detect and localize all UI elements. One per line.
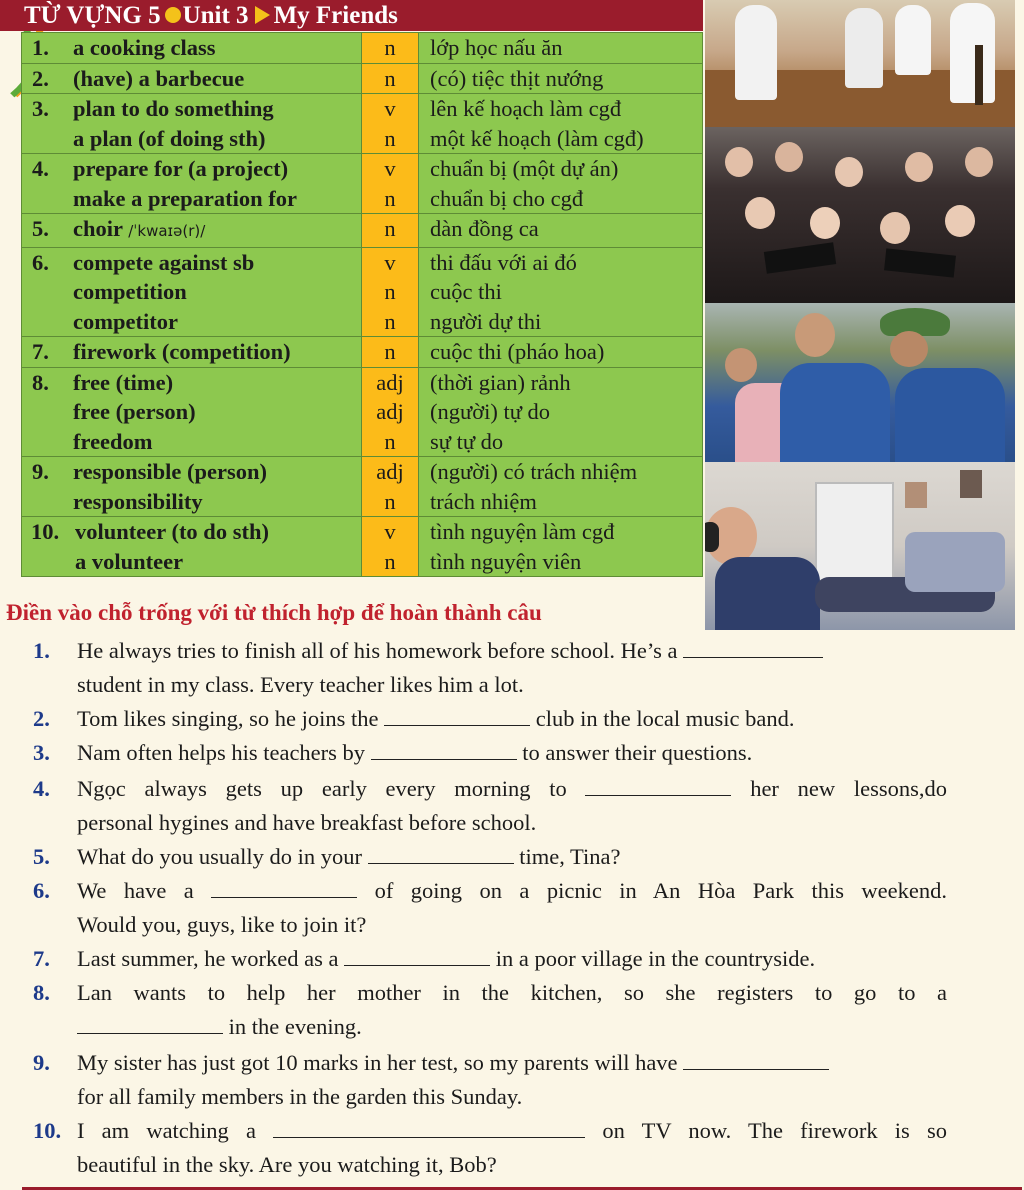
vocab-number — [22, 307, 73, 337]
vocab-term-text: prepare for (a project) — [73, 156, 289, 181]
exercise-line — [77, 1114, 947, 1148]
vocab-row — [22, 367, 703, 457]
exercise-instructions: Điền vào chỗ trống với từ thích hợp để hoàn thành câu — [6, 600, 542, 625]
vocab-pos: n — [384, 185, 396, 211]
exercise-number: 5. — [33, 844, 50, 869]
exercise-number: 1. — [33, 638, 50, 663]
exercise-number: 8. — [33, 980, 50, 1005]
vocab-english-line — [22, 487, 361, 517]
vocab-row — [22, 214, 703, 248]
vocab-row — [22, 33, 703, 64]
vocab-meaning: (người) có trách nhiệm — [430, 459, 638, 484]
vocab-number: 6. — [32, 249, 49, 275]
title-bar — [0, 0, 703, 31]
exercise-item — [33, 702, 947, 736]
vocab-english-cell — [22, 63, 362, 94]
vocab-vietnamese-cell — [419, 214, 703, 248]
vocab-pos: adj — [376, 369, 404, 395]
vocab-pos: n — [384, 216, 396, 241]
exercise-number-cell — [33, 634, 77, 668]
vocab-number — [22, 547, 75, 577]
vocab-english-cell — [22, 247, 362, 337]
vocab-term — [73, 277, 361, 307]
vocab-english-line — [22, 154, 361, 184]
exercise-number-cell — [33, 772, 77, 806]
exercise-sentence-part: Last summer, he worked as a — [77, 946, 345, 971]
exercise-line — [77, 772, 947, 806]
vocab-english-cell — [22, 33, 362, 64]
vocab-pos-cell — [362, 247, 419, 337]
exercise-sentence-part: Would you, guys, like to join it? — [77, 912, 367, 937]
vocab-english-line — [22, 337, 361, 367]
exercise-line — [77, 736, 947, 770]
exercise-sentence-part: her new lessons,do — [731, 776, 947, 801]
vocab-term — [73, 368, 361, 398]
exercise-text — [77, 772, 947, 840]
exercise-sentence-part: of going on a picnic in An Hòa Park this weekend. — [357, 878, 947, 903]
vocab-number — [22, 427, 73, 457]
vocab-pos: n — [384, 65, 396, 91]
boy-with-headphones-photo — [705, 462, 1015, 630]
exercise-text — [77, 874, 947, 942]
vocab-english-line — [22, 307, 361, 337]
exercise-number-cell — [33, 736, 77, 770]
vocab-english-cell — [22, 214, 362, 248]
vocab-term — [73, 457, 361, 487]
vocab-number: 3. — [32, 96, 49, 121]
exercise-text — [77, 976, 947, 1046]
exercise-number: 4. — [33, 776, 50, 801]
exercise-line — [77, 942, 947, 976]
vocab-number: 8. — [32, 369, 49, 395]
vocab-meaning: người dự thi — [430, 308, 542, 334]
exercise-sentence-part: Tom likes singing, so he joins the — [77, 706, 385, 731]
vocab-pos: v — [384, 249, 396, 275]
vocab-english-line — [22, 547, 361, 577]
exercise-item — [33, 772, 947, 840]
vocab-pos: v — [384, 96, 396, 121]
exercise-line — [77, 806, 947, 840]
exercise-sentence-part: personal hygines and have breakfast before school. — [77, 810, 537, 835]
vocab-term — [75, 517, 361, 547]
vocab-english-line — [22, 248, 361, 278]
vocab-meaning: tình nguyện làm cgđ — [430, 519, 615, 544]
vocab-term-text: firework (competition) — [73, 339, 291, 364]
vocab-vietnamese-cell — [419, 33, 703, 64]
vocab-meaning: lên kế hoạch làm cgđ — [430, 96, 622, 121]
vocab-term-text: plan to do something — [73, 96, 274, 121]
vocab-vietnamese-cell — [419, 457, 703, 517]
vocab-english-cell — [22, 337, 362, 368]
exercise-item — [33, 942, 947, 976]
vocab-pos-cell — [362, 457, 419, 517]
exercise-number-cell — [33, 1046, 77, 1080]
vocab-number: 10. — [31, 519, 60, 544]
vocab-english-line — [22, 277, 361, 307]
vocab-pos: v — [384, 519, 396, 544]
vocab-english-line — [22, 517, 361, 547]
answer-blank[interactable] — [368, 843, 514, 864]
exercise-number: 2. — [33, 706, 50, 731]
exercise-line — [77, 1010, 947, 1044]
vocab-term — [75, 547, 361, 577]
exercise-item — [33, 634, 947, 702]
vocab-term — [73, 33, 361, 63]
vocab-number: 5. — [32, 216, 49, 241]
vocab-term-text: make a preparation for — [73, 185, 297, 211]
vocab-term — [73, 94, 361, 124]
vocab-pos: n — [384, 339, 396, 364]
vocab-term — [73, 248, 361, 278]
vocab-row — [22, 63, 703, 94]
vocab-row — [22, 247, 703, 337]
exercise-sentence-part: for all family members in the garden this Sunday. — [77, 1084, 523, 1109]
vocab-term-text: responsibility — [73, 488, 203, 514]
exercise-item — [33, 840, 947, 874]
exercise-text — [77, 634, 947, 702]
vocab-term-text: freedom — [73, 428, 153, 454]
vocab-vietnamese-cell — [419, 154, 703, 214]
exercise-item — [33, 1114, 947, 1182]
exercise-sentence-part: Ngọc always gets up early every morning to — [77, 776, 586, 801]
vocab-meaning: dàn đồng ca — [430, 216, 539, 241]
vocab-meaning: (người) tự do — [430, 399, 551, 424]
vocab-number — [22, 277, 73, 307]
vocab-term — [73, 427, 361, 457]
vocab-pos-cell — [362, 154, 419, 214]
exercise-line — [77, 1148, 947, 1182]
vocab-term-text: (have) a barbecue — [73, 65, 245, 91]
vocab-english-cell — [22, 154, 362, 214]
vocab-term — [73, 214, 361, 247]
vocab-english-line — [22, 368, 361, 398]
vocab-pos-cell — [362, 214, 419, 248]
vocab-meaning: (thời gian) rảnh — [430, 369, 571, 395]
vocab-pos: n — [384, 279, 396, 304]
vocab-vietnamese-cell — [419, 517, 703, 577]
vocab-english-line — [22, 184, 361, 214]
exercise-item — [33, 874, 947, 942]
vocab-number: 1. — [32, 35, 49, 60]
vocab-pos-cell — [362, 367, 419, 457]
vocab-term-text: a cooking class — [73, 35, 216, 60]
vocab-pos: adj — [376, 399, 404, 424]
answer-blank[interactable] — [384, 705, 530, 726]
vocab-meaning: thi đấu với ai đó — [430, 249, 577, 275]
vocab-term — [73, 397, 361, 427]
vocab-row — [22, 337, 703, 368]
exercise-number-cell — [33, 840, 77, 874]
exercise-sentence-part: in the evening. — [223, 1014, 362, 1039]
vocab-pos: n — [384, 308, 396, 334]
exercise-sentence-part: What do you usually do in your — [77, 844, 368, 869]
vocab-term-text: free (time) — [73, 369, 174, 395]
vocab-pos: n — [384, 488, 396, 514]
vocab-meaning: một kế hoạch (làm cgđ) — [430, 125, 644, 151]
title-unit: Unit 3 — [182, 2, 249, 29]
exercise-sentence-part: to answer their questions. — [516, 740, 753, 765]
title-vocab: TỪ VỰNG 5 — [24, 2, 161, 29]
exercise-line — [77, 668, 947, 702]
exercise-text — [77, 702, 947, 736]
vocab-ipa: /ˈkwaɪə(r)/ — [128, 222, 206, 240]
exercise-item — [33, 1046, 947, 1114]
exercise-line — [77, 634, 947, 668]
vocab-number: 9. — [32, 459, 49, 484]
answer-blank[interactable] — [683, 637, 823, 658]
exercise-sentence-part: club in the local music band. — [530, 706, 795, 731]
vocab-row — [22, 154, 703, 214]
vocab-meaning: cuộc thi — [430, 279, 502, 304]
exercise-item — [33, 736, 947, 772]
vocab-meaning: (có) tiệc thịt nướng — [430, 65, 604, 91]
exercise-number-cell — [33, 976, 77, 1010]
triangle-arrow-icon — [255, 6, 270, 24]
vocab-vietnamese-cell — [419, 63, 703, 94]
vocab-term-text: volunteer (to do sth) — [75, 519, 269, 544]
vocab-pos: n — [384, 125, 396, 151]
vocab-english-line — [22, 397, 361, 427]
vocab-english-line — [22, 64, 361, 94]
answer-blank[interactable] — [371, 739, 517, 760]
vocab-meaning: lớp học nấu ăn — [430, 35, 563, 60]
vocab-term-text: choir — [73, 216, 123, 241]
vocab-pos-cell — [362, 337, 419, 368]
exercise-sentence-part: Lan wants to help her mother in the kitchen, so she registers to go to a — [77, 980, 947, 1005]
volunteer-photo — [705, 303, 1015, 462]
vocab-term-text: a volunteer — [75, 548, 184, 574]
vocab-pos: n — [384, 428, 396, 454]
exercise-line — [77, 908, 947, 942]
vocab-pos: n — [384, 35, 396, 60]
vocab-meaning: chuẩn bị (một dự án) — [430, 156, 619, 181]
vocab-pos-cell — [362, 63, 419, 94]
exercise-sentence-part: Nam often helps his teachers by — [77, 740, 371, 765]
vocab-english-cell — [22, 367, 362, 457]
vocab-term — [73, 184, 361, 214]
vocab-meaning: tình nguyện viên — [430, 548, 582, 574]
vocab-term-text: competitor — [73, 308, 178, 334]
vocab-pos: n — [384, 548, 396, 574]
exercise-number: 9. — [33, 1050, 50, 1075]
vocab-meaning: chuẩn bị cho cgđ — [430, 185, 584, 211]
vocab-term-text: responsible (person) — [73, 459, 267, 484]
vocab-number — [22, 184, 73, 214]
vocab-term — [73, 154, 361, 184]
exercise-number: 10. — [33, 1118, 62, 1143]
exercise-line — [77, 976, 947, 1010]
bullet-dot-icon — [165, 7, 181, 23]
exercise-line — [77, 874, 947, 908]
exercise-number-cell — [33, 702, 77, 736]
exercise-number-cell — [33, 942, 77, 976]
vocabulary-table — [21, 32, 703, 577]
vocab-number: 4. — [32, 156, 49, 181]
exercise-sentence-part: My sister has just got 10 marks in her test, so my parents will have — [77, 1050, 684, 1075]
exercise-sentence-part: We have a — [77, 878, 212, 903]
vocab-english-line — [22, 457, 361, 487]
vocab-term — [73, 337, 361, 367]
vocab-pos-cell — [362, 94, 419, 154]
vocab-row — [22, 457, 703, 517]
vocab-english-cell — [22, 517, 362, 577]
exercise-item — [33, 976, 947, 1046]
answer-blank[interactable] — [77, 1013, 223, 1034]
exercise-sentence-part: I am watching a — [77, 1118, 274, 1143]
exercise-sentence-part: on TV now. The firework is so — [585, 1118, 947, 1143]
cooking-class-photo — [705, 0, 1015, 127]
vocab-term-text: compete against sb — [73, 249, 255, 275]
vocab-english-line — [22, 33, 361, 63]
exercise-line — [77, 1080, 947, 1114]
exercise-text — [77, 1114, 947, 1182]
answer-blank[interactable] — [344, 945, 490, 966]
title-topic: My Friends — [273, 2, 398, 29]
exercise-number: 7. — [33, 946, 50, 971]
exercise-sentence-part: beautiful in the sky. Are you watching it, Bob? — [77, 1152, 497, 1177]
vocab-number — [22, 124, 73, 154]
page-title — [24, 0, 398, 31]
vocab-meaning: sự tự do — [430, 428, 504, 454]
exercise-number: 3. — [33, 740, 50, 765]
vocab-term — [73, 307, 361, 337]
vocab-term — [73, 487, 361, 517]
vocab-vietnamese-cell — [419, 247, 703, 337]
exercise-sentence-part: student in my class. Every teacher likes him a lot. — [77, 672, 524, 697]
vocab-number — [22, 487, 73, 517]
vocab-pos: v — [384, 156, 396, 181]
vocab-pos-cell — [362, 517, 419, 577]
exercise-list — [33, 634, 947, 1182]
vocab-term-text: a plan (of doing sth) — [73, 125, 266, 151]
exercise-text — [77, 840, 947, 874]
vocab-english-line — [22, 427, 361, 457]
exercise-sentence-part: He always tries to finish all of his homework before school. He’s a — [77, 638, 684, 663]
exercise-text — [77, 1046, 947, 1114]
vocab-vietnamese-cell — [419, 94, 703, 154]
vocab-pos: adj — [376, 459, 404, 484]
exercise-text — [77, 736, 947, 772]
exercise-number: 6. — [33, 878, 50, 903]
vocab-number: 7. — [32, 339, 49, 364]
answer-blank[interactable] — [683, 1049, 829, 1070]
exercise-line — [77, 1046, 947, 1080]
vocab-number: 2. — [32, 65, 49, 91]
exercise-text — [77, 942, 947, 976]
vocab-term — [73, 124, 361, 154]
choir-photo — [705, 127, 1015, 303]
vocab-vietnamese-cell — [419, 337, 703, 368]
answer-blank[interactable] — [211, 877, 357, 898]
vocab-english-cell — [22, 94, 362, 154]
vocab-number — [22, 397, 73, 427]
vocab-term — [73, 64, 361, 94]
vocab-row — [22, 517, 703, 577]
vocab-meaning: cuộc thi (pháo hoa) — [430, 339, 605, 364]
answer-blank[interactable] — [585, 775, 731, 796]
exercise-sentence-part: time, Tina? — [513, 844, 621, 869]
answer-blank[interactable] — [273, 1117, 585, 1138]
exercise-line — [77, 702, 947, 736]
vocab-english-line — [22, 124, 361, 154]
exercise-sentence-part: in a poor village in the countryside. — [490, 946, 816, 971]
vocab-pos-cell — [362, 33, 419, 64]
vocab-term-text: competition — [73, 279, 187, 304]
exercise-number-cell — [33, 1114, 77, 1148]
vocab-row — [22, 94, 703, 154]
vocab-english-cell — [22, 457, 362, 517]
exercise-line — [77, 840, 947, 874]
vocab-meaning: trách nhiệm — [430, 488, 537, 514]
exercise-number-cell — [33, 874, 77, 908]
vocab-vietnamese-cell — [419, 367, 703, 457]
vocab-term-text: free (person) — [73, 399, 196, 424]
vocab-english-line — [22, 214, 361, 247]
vocab-english-line — [22, 94, 361, 124]
